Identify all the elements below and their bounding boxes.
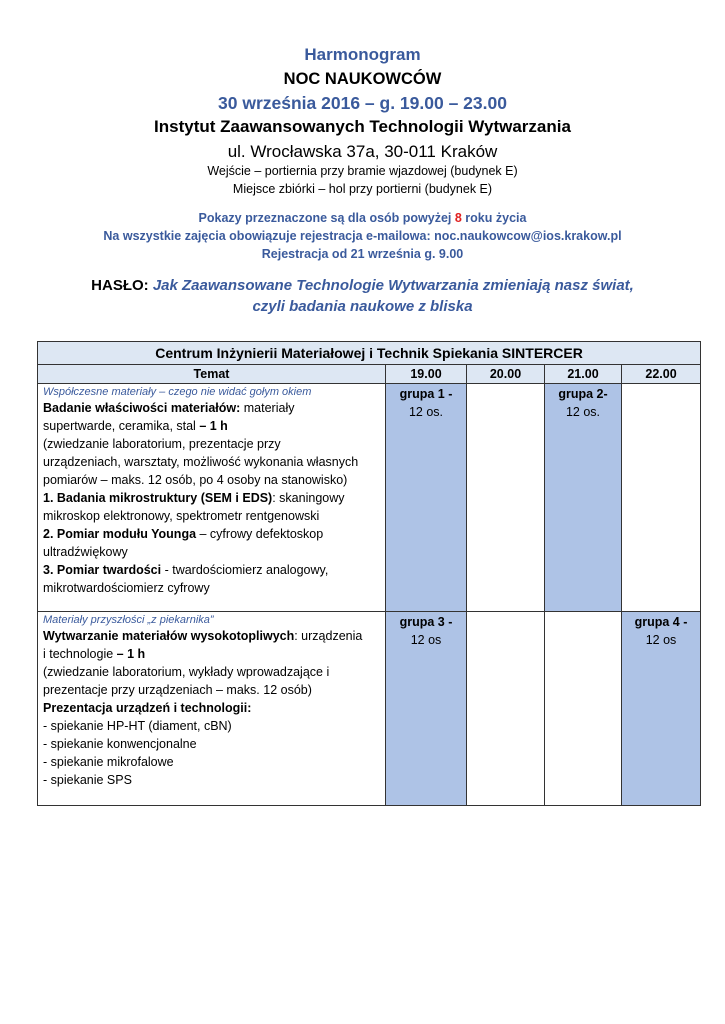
topic-line: (zwiedzanie laboratorium, wykłady wprowadzające i (43, 665, 330, 679)
item-text: ultradźwiękowy (43, 545, 128, 559)
motto-label: HASŁO: (91, 277, 149, 294)
table-row (38, 384, 701, 612)
motto-line2: czyli badania naukowe z bliska (252, 298, 473, 315)
slot-capacity: 12 os. (408, 405, 444, 419)
table-caption: Centrum Inżynierii Materiałowej i Technik Spiekania SINTERCER (38, 342, 701, 365)
age-prefix: Pokazy przeznaczone są dla osób powyżej (198, 211, 455, 225)
topic-subtitle: Współczesne materiały – czego nie widać gołym okiem (43, 386, 312, 398)
event-date: 30 września 2016 – g. 19.00 – 23.00 (218, 93, 507, 113)
presentation-title: Prezentacja urządzeń i technologii: (43, 701, 252, 715)
meeting-point: Miejsce zbiórki – hol przy portierni (budynek E) (232, 182, 493, 196)
motto (0, 277, 725, 295)
slot-2100-group2 (545, 384, 622, 612)
institute-name: Instytut Zaawansowanych Technologii Wytwarzania (154, 117, 571, 136)
col-2000: 20.00 (467, 365, 545, 384)
topic-line: (zwiedzanie laboratorium, prezentacje przy (43, 437, 281, 451)
registration-date: Rejestracja od 21 września g. 9.00 (261, 247, 464, 261)
topic-title-rest: : urządzenia (294, 629, 363, 643)
entrance-info: Wejście – portiernia przy bramie wjazdowej (budynek E) (207, 164, 518, 178)
item-text: mikroskop elektronowy, spektrometr rentgenowski (43, 509, 320, 523)
table-row (38, 612, 701, 806)
slot-capacity: 12 os (645, 633, 677, 647)
col-2200: 22.00 (622, 365, 701, 384)
topic-title: Badanie właściwości materiałów: (43, 401, 241, 415)
item-text: : skaningowy (272, 491, 345, 505)
table-caption-row (38, 342, 701, 365)
item-text: - twardościomierz analogowy, (161, 563, 329, 577)
doc-label: Harmonogram (304, 45, 421, 64)
list-item: - spiekanie mikrofalowe (43, 755, 174, 769)
topic-subtitle: Materiały przyszłości „z piekarnika” (43, 614, 214, 626)
registration-notice: Na wszystkie zajęcia obowiązuje rejestracja e-mailowa: noc.naukowcow@ios.krakow.pl (103, 229, 622, 243)
topic-duration: – 1 h (199, 419, 228, 433)
address: ul. Wrocławska 37a, 30-011 Kraków (227, 142, 498, 161)
age-notice (0, 211, 725, 226)
slot-2200-group4 (622, 612, 701, 806)
topic-line: pomiarów – maks. 12 osób, po 4 osoby na stanowisko) (43, 473, 348, 487)
topic-cell-1 (38, 384, 386, 612)
column-header-row (38, 365, 701, 384)
slot-group: grupa 2- (558, 387, 608, 401)
item-text: mikrotwardościomierz cyfrowy (43, 581, 210, 595)
item-title: 3. Pomiar twardości (43, 563, 162, 577)
topic-line: urządzeniach, warsztaty, możliwość wykonania własnych (43, 455, 359, 469)
list-item: - spiekanie SPS (43, 773, 132, 787)
event-title: NOC NAUKOWCÓW (283, 70, 442, 88)
topic-title: Wytwarzanie materiałów wysokotopliwych (43, 629, 295, 643)
col-2100: 21.00 (545, 365, 622, 384)
age-number: 8 (454, 211, 462, 225)
slot-2000-empty (467, 612, 545, 806)
slot-capacity: 12 os. (565, 405, 601, 419)
col-topic: Temat (38, 365, 386, 384)
item-title: 1. Badania mikrostruktury (SEM i EDS) (43, 491, 273, 505)
slot-1900-group3 (386, 612, 467, 806)
topic-cell-2 (38, 612, 386, 806)
slot-group: grupa 4 - (634, 615, 688, 629)
slot-2000-empty (467, 384, 545, 612)
schedule-table (37, 341, 701, 806)
item-text: – cyfrowy defektoskop (196, 527, 324, 541)
slot-2100-empty (545, 612, 622, 806)
topic-line: prezentacje przy urządzeniach – maks. 12 osób) (43, 683, 312, 697)
age-suffix: roku życia (461, 211, 527, 225)
slot-1900-group1 (386, 384, 467, 612)
list-item: - spiekanie konwencjonalne (43, 737, 197, 751)
list-item: - spiekanie HP-HT (diament, cBN) (43, 719, 232, 733)
item-title: 2. Pomiar modułu Younga (43, 527, 197, 541)
col-1900: 19.00 (386, 365, 467, 384)
slot-2200-empty (622, 384, 701, 612)
slot-group: grupa 3 - (399, 615, 453, 629)
topic-title-rest: materiały (240, 401, 295, 415)
topic-line: supertwarde, ceramika, stal (43, 419, 200, 433)
topic-line: i technologie (43, 647, 117, 661)
motto-line1: Jak Zaawansowane Technologie Wytwarzania zmieniają nasz świat, (152, 277, 634, 294)
slot-capacity: 12 os (410, 633, 442, 647)
slot-group: grupa 1 - (399, 387, 453, 401)
topic-duration: – 1 h (116, 647, 146, 661)
